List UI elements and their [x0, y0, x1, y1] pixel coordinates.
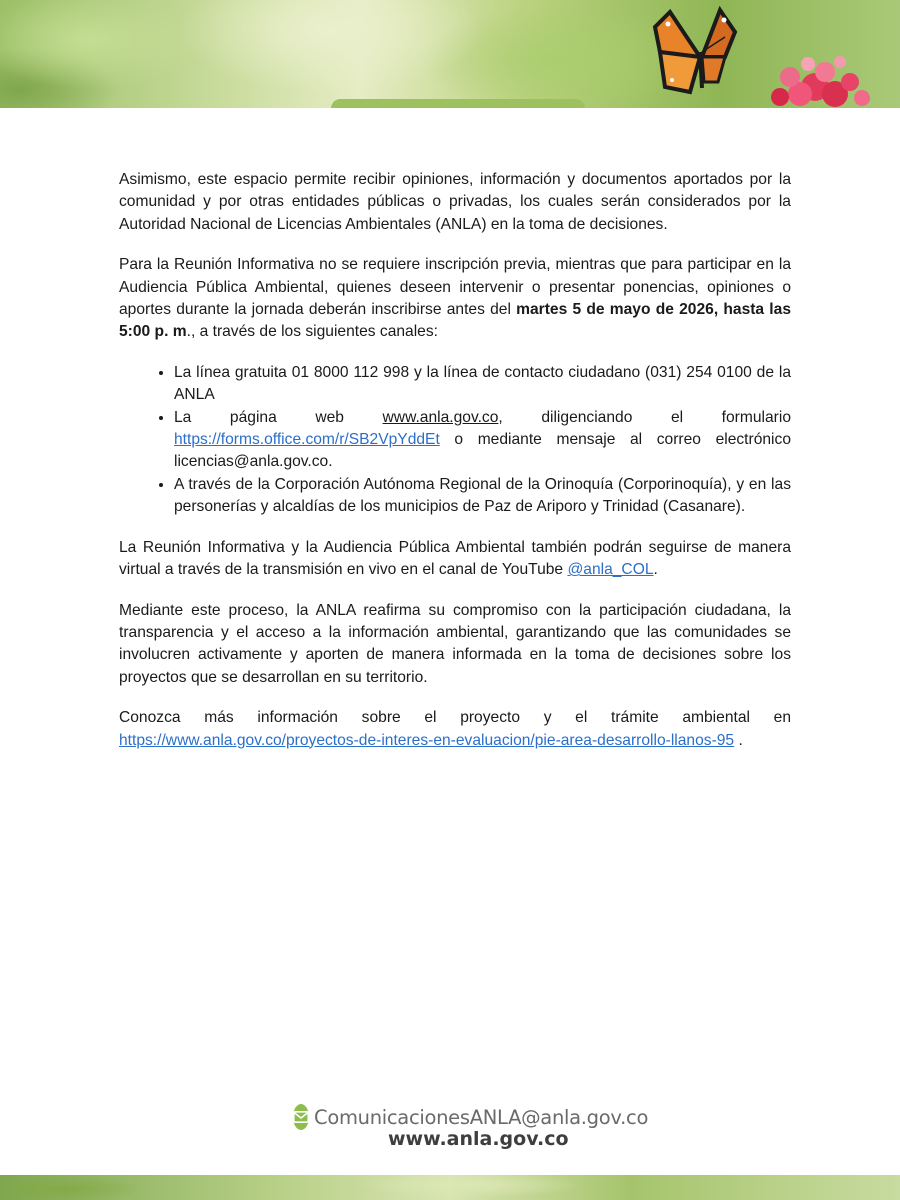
paragraph-registration: Para la Reunión Informativa no se requiere inscripción previa, mientras que para participar en la Audiencia Pública Ambiental, quienes deseen intervenir o presentar ponencias, opiniones o aportes durante la jornada deberán inscribirse antes del martes 5 de mayo de 2026, hasta las 5:00 p. m., a través de los siguientes canales:: [119, 256, 791, 341]
mail-icon: [293, 1104, 309, 1130]
youtube-channel-link[interactable]: @anla_COL: [567, 561, 654, 579]
paragraph-more-info: Conozca más información sobre el proyecto y el trámite ambiental en https://www.anla.gov.co/proyectos-de-interes-en-evaluacion/pie-area-desarrollo-llanos-95 .: [119, 709, 791, 749]
list-item: • La línea gratuita 01 8000 112 998 y la línea de contacto ciudadano (031) 254 0100 de la ANLA: [174, 362, 791, 407]
channels-list: [119, 362, 791, 519]
paragraph-commitment: Mediante este proceso, la ANLA reafirma su compromiso con la participación ciudadana, la transparencia y el acceso a la información ambiental, garantizando que las comunidades se involucren activamente y aporten de manera informada en la toma de decisiones sobre los proyectos que se desarrollan en su territorio.: [119, 601, 791, 686]
list-item: • La página web www.anla.gov.co, diligenciando el formulario https://forms.office.com/r/SB2VpYddEt o mediante mensaje al correo electrónico licencias@anla.gov.co.: [174, 407, 791, 474]
registration-form-link[interactable]: https://forms.office.com/r/SB2VpYddEt: [174, 431, 440, 449]
footer-email[interactable]: ComunicacionesANLA@anla.gov.co: [314, 1105, 649, 1129]
butterfly-flower-illustration: [640, 2, 880, 108]
list-item: • A través de la Corporación Autónoma Regional de la Orinoquía (Corporinoquía), y en las personerías y alcaldías de los municipios de Paz de Ariporo y Trinidad (Casanare).: [174, 474, 791, 519]
butterfly: [655, 10, 735, 92]
paragraph-virtual: La Reunión Informativa y la Audiencia Pública Ambiental también podrán seguirse de manera virtual a través de la transmisión en vivo en el canal de YouTube @anla_COL.: [119, 538, 791, 579]
header-accent-bar: [331, 99, 585, 108]
footer-website[interactable]: www.anla.gov.co: [388, 1128, 569, 1150]
document-body: [119, 169, 791, 770]
project-info-link[interactable]: https://www.anla.gov.co/proyectos-de-interes-en-evaluacion/pie-area-desarrollo-llanos-95: [119, 731, 735, 749]
registration-deadline: martes 5 de mayo de 2026, hasta las 5:00 p. m: [119, 301, 791, 341]
footer-banner: [0, 1175, 900, 1200]
flower-cluster: [771, 56, 870, 107]
anla-website-link[interactable]: www.anla.gov.co: [382, 408, 499, 426]
paragraph-intro: Asimismo, este espacio permite recibir opiniones, información y documentos aportados por la comunidad y por otras entidades públicas o privadas, los cuales serán considerados por la Autoridad Nacional de Licencias Ambientales (ANLA) en la toma de decisiones.: [119, 171, 791, 233]
header-banner: [0, 0, 900, 108]
